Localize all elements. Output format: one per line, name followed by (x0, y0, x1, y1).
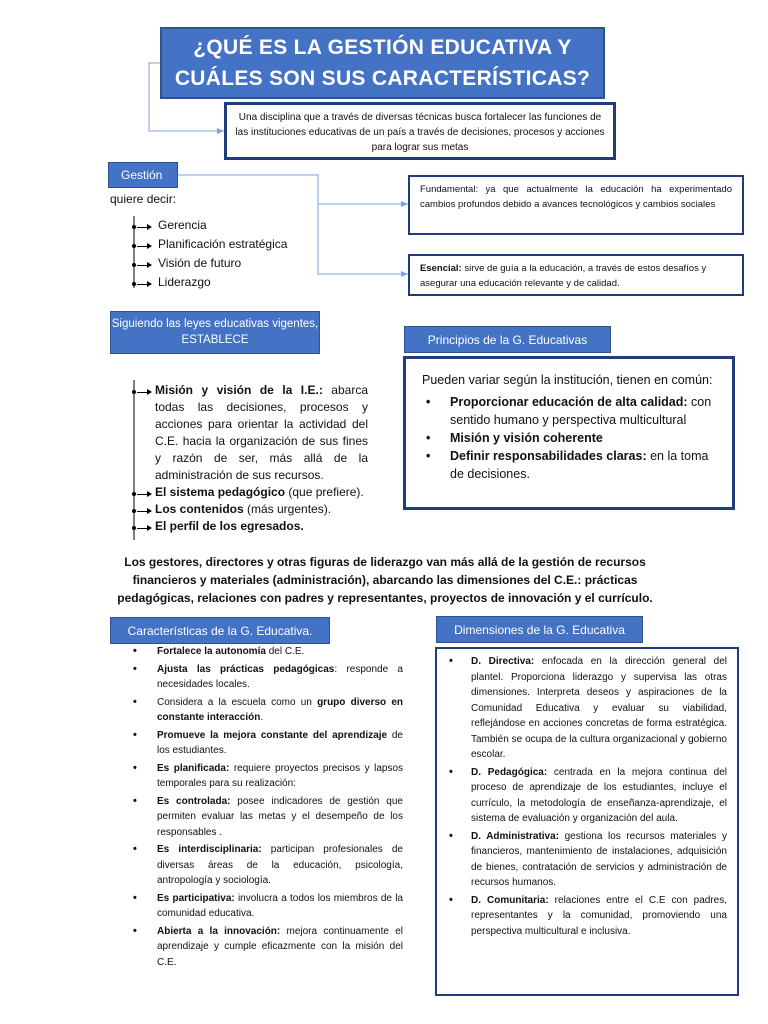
gestion-label: Gestión (108, 162, 178, 188)
gestion-list (132, 216, 287, 292)
list-item: • Es controlada: posee indicadores de gestión que permiten evaluar las metas y el desempeño de los responsables . (133, 794, 403, 841)
list-item: • Promueve la mejora constante del aprendizaje de los estudiantes. (133, 728, 403, 759)
arrow-bullet-icon (132, 488, 154, 498)
arrow-bullet-icon (132, 278, 154, 288)
list-item: Visión de futuro (132, 254, 287, 273)
list-item: Gerencia (132, 216, 287, 235)
list-item: • Proporcionar educación de alta calidad: con sentido humano y perspectiva multicultural (422, 393, 716, 429)
arrow-bullet-icon (132, 505, 154, 515)
list-item: • Considera a la escuela como un grupo diverso en constante interacción. (133, 695, 403, 726)
list-item: • D. Directiva: enfocada en la dirección general del plantel. Proporciona liderazgo y supervisa las otras dimensiones. Interpreta deseos y aspiraciones de la Comunidad Educativa y evaluar su viabilidad, reflejándose en acciones concretas de forma estratégica. También se ocupa de la cultura organizacional y gobierno escolar. (445, 654, 727, 763)
list-item: El sistema pedagógico (que prefiere). (132, 484, 368, 501)
arrow-bullet-icon (132, 221, 154, 231)
list-item: Liderazgo (132, 273, 287, 292)
caracteristicas-list (133, 644, 403, 972)
dimensiones-box (435, 647, 739, 996)
list-item: • Ajusta las prácticas pedagógicas: responde a necesidades locales. (133, 662, 403, 693)
intro-definition: Una disciplina que a través de diversas técnicas busca fortalecer las funciones de las instituciones educativas de un país a través de decisiones, procesos y acciones para lograr sus metas (224, 102, 616, 160)
list-item: • D. Pedagógica: centrada en la mejora continua del proceso de aprendizaje de los estudiantes, incluye el currículo, la metodología de enseñanza-aprendizaje, el sistema de evaluación y organización del aula. (445, 765, 727, 827)
arrow-bullet-icon (132, 259, 154, 269)
principios-box (403, 356, 735, 510)
list-item: Planificación estratégica (132, 235, 287, 254)
fundamental-box: Fundamental: ya que actualmente la educación ha experimentado cambios profundos debido a avances tecnológicos y cambios sociales (408, 175, 744, 235)
list-item: • Es interdisciplinaria: participan profesionales de diversas áreas de la educación, psicología, antropología y sociología. (133, 842, 403, 889)
list-item: Los contenidos (más urgentes). (132, 501, 368, 518)
list-item: • Es participativa: involucra a todos los miembros de la comunidad educativa. (133, 891, 403, 922)
list-item: • Es planificada: requiere proyectos precisos y lapsos temporales para su realización: (133, 761, 403, 792)
esencial-box: Esencial: sirve de guía a la educación, a través de estos desafíos y asegurar una educación relevante y de calidad. (408, 254, 744, 296)
list-item: • Abierta a la innovación: mejora continuamente el aprendizaje y cumple eficazmente con la misión del C.E. (133, 924, 403, 971)
siguiendo-label: Siguiendo las leyes educativas vigentes, ESTABLECE (110, 311, 320, 354)
page-title: ¿QUÉ ES LA GESTIÓN EDUCATIVA Y CUÁLES SON SUS CARACTERÍSTICAS? (160, 27, 605, 99)
arrow-bullet-icon (132, 240, 154, 250)
list-item: • D. Comunitaria: relaciones entre el C.E con padres, representantes y la comunidad, promoviendo una perspectiva multicultural e inclusiva. (445, 893, 727, 940)
gestores-paragraph: Los gestores, directores y otras figuras de liderazgo van más allá de la gestión de recursos financieros y materiales (administración), abarcando las dimensiones del C.E.: prácticas pedagógicas, relaciones con padres y representantes, proyectos de innovación y el currículo. (117, 555, 653, 605)
quiere-decir-text: quiere decir: (110, 192, 177, 206)
list-item: Misión y visión de la I.E.: abarca todas las decisiones, procesos y acciones para orientar la actividad del C.E. hacia la organización de sus fines y razón de ser, más allá de la administración de sus recursos. (132, 382, 368, 484)
arrow-bullet-icon (132, 522, 154, 532)
establece-list (132, 382, 368, 535)
list-item: • Fortalece la autonomía del C.E. (133, 644, 403, 660)
list-item: • D. Administrativa: gestiona los recursos materiales y financieros, mantenimiento de instalaciones, adquisición de bienes, contratación de servicios y administración de recursos humanos. (445, 829, 727, 891)
list-item: • Definir responsabilidades claras: en la toma de decisiones. (422, 447, 716, 483)
principios-list (422, 393, 716, 483)
arrow-bullet-icon (132, 386, 154, 396)
list-item: • Misión y visión coherente (422, 429, 716, 447)
principios-label: Principios de la G. Educativas (404, 326, 611, 353)
dimensiones-label: Dimensiones de la G. Educativa (436, 616, 643, 643)
list-item: El perfil de los egresados. (132, 518, 368, 535)
principios-intro: Pueden variar según la institución, tienen en común: (422, 373, 713, 387)
caracteristicas-label: Características de la G. Educativa. (110, 617, 330, 644)
